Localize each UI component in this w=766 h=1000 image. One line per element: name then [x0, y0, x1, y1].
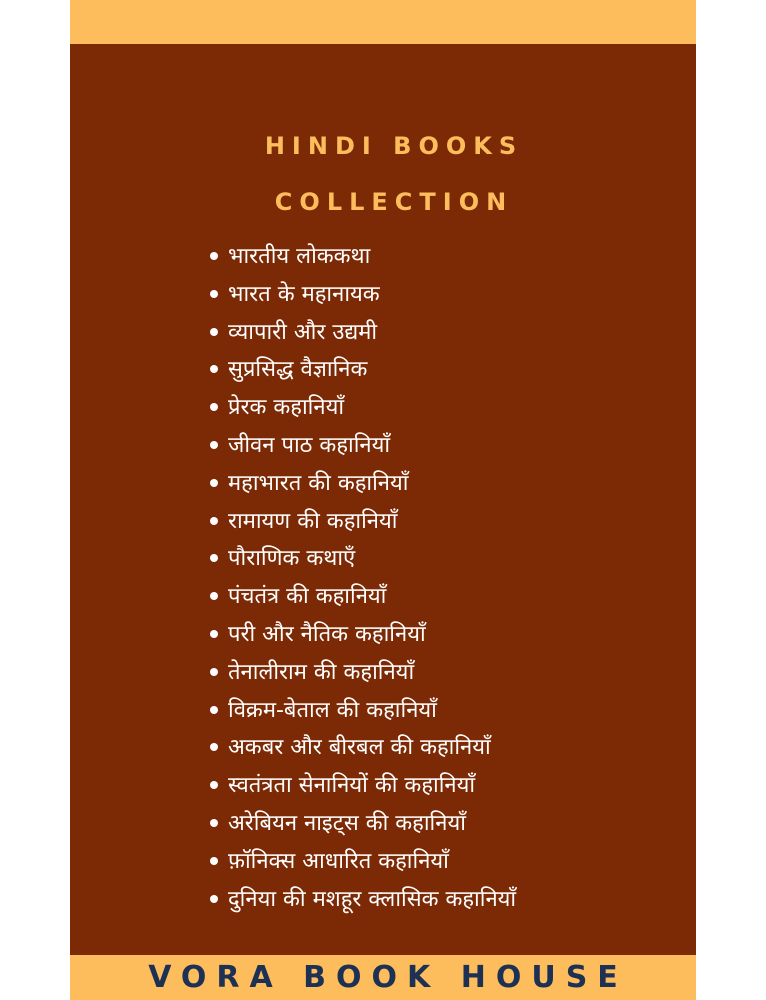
list-item: [210, 805, 516, 843]
bullet-icon: [210, 819, 218, 827]
list-item: [210, 654, 516, 692]
list-item-label: प्रेरक कहानियाँ: [228, 395, 345, 421]
list-item: [210, 578, 516, 616]
list-item: [210, 238, 516, 276]
bullet-icon: [210, 668, 218, 676]
list-item: [210, 843, 516, 881]
list-item: [210, 314, 516, 352]
bullet-icon: [210, 630, 218, 638]
bullet-icon: [210, 781, 218, 789]
bullet-icon: [210, 517, 218, 525]
list-item-label: पौराणिक कथाएँ: [228, 546, 356, 572]
bullet-icon: [210, 857, 218, 865]
cover-title-line-2: COLLECTION: [274, 188, 514, 216]
list-item-label: अकबर और बीरबल की कहानियाँ: [228, 735, 491, 761]
bullet-icon: [210, 290, 218, 298]
bullet-icon: [210, 743, 218, 751]
list-item-label: दुनिया की मशहूर क्लासिक कहानियाँ: [228, 886, 517, 912]
bottom-accent-band: [70, 955, 696, 1000]
list-item: [210, 427, 516, 465]
list-item: [210, 276, 516, 314]
top-accent-band: [70, 0, 696, 44]
bullet-icon: [210, 479, 218, 487]
cover-title-line-1: HINDI BOOKS: [264, 132, 524, 160]
list-item: [210, 465, 516, 503]
bullet-icon: [210, 441, 218, 449]
list-item: [210, 881, 516, 919]
bullet-icon: [210, 895, 218, 903]
bullet-icon: [210, 252, 218, 260]
list-item: [210, 503, 516, 541]
list-item: [210, 351, 516, 389]
list-item-label: स्वतंत्रता सेनानियों की कहानियाँ: [228, 773, 476, 799]
book-cover: [70, 0, 696, 1000]
bullet-icon: [210, 592, 218, 600]
list-item: [210, 729, 516, 767]
list-item-label: भारतीय लोककथा: [228, 244, 371, 269]
bullet-icon: [210, 554, 218, 562]
list-item-label: परी और नैतिक कहानियाँ: [228, 621, 426, 647]
cover-title: [70, 118, 696, 230]
list-item: [210, 540, 516, 578]
publisher-name: VORA BOOK HOUSE: [148, 960, 628, 995]
list-item-label: रामायण की कहानियाँ: [228, 508, 398, 534]
list-item-label: व्यापारी और उद्यमी: [228, 319, 378, 345]
bullet-icon: [210, 328, 218, 336]
bullet-icon: [210, 706, 218, 714]
bullet-icon: [210, 403, 218, 411]
list-item-label: भारत के महानायक: [228, 281, 380, 307]
list-item-label: तेनालीराम की कहानियाँ: [228, 659, 415, 685]
list-item-label: फ़ॉनिक्स आधारित कहानियाँ: [228, 848, 449, 874]
list-item: [210, 616, 516, 654]
list-item: [210, 767, 516, 805]
list-item: [210, 692, 516, 730]
list-item: [210, 389, 516, 427]
list-item-label: अरेबियन नाइट्स की कहानियाँ: [228, 810, 466, 836]
list-item-label: जीवन पाठ कहानियाँ: [228, 432, 391, 458]
list-item-label: महाभारत की कहानियाँ: [228, 470, 409, 496]
bullet-icon: [210, 365, 218, 373]
book-list: [210, 238, 516, 918]
list-item-label: विक्रम-बेताल की कहानियाँ: [228, 697, 437, 723]
list-item-label: पंचतंत्र की कहानियाँ: [228, 584, 387, 610]
list-item-label: सुप्रसिद्ध वैज्ञानिक: [228, 357, 368, 383]
